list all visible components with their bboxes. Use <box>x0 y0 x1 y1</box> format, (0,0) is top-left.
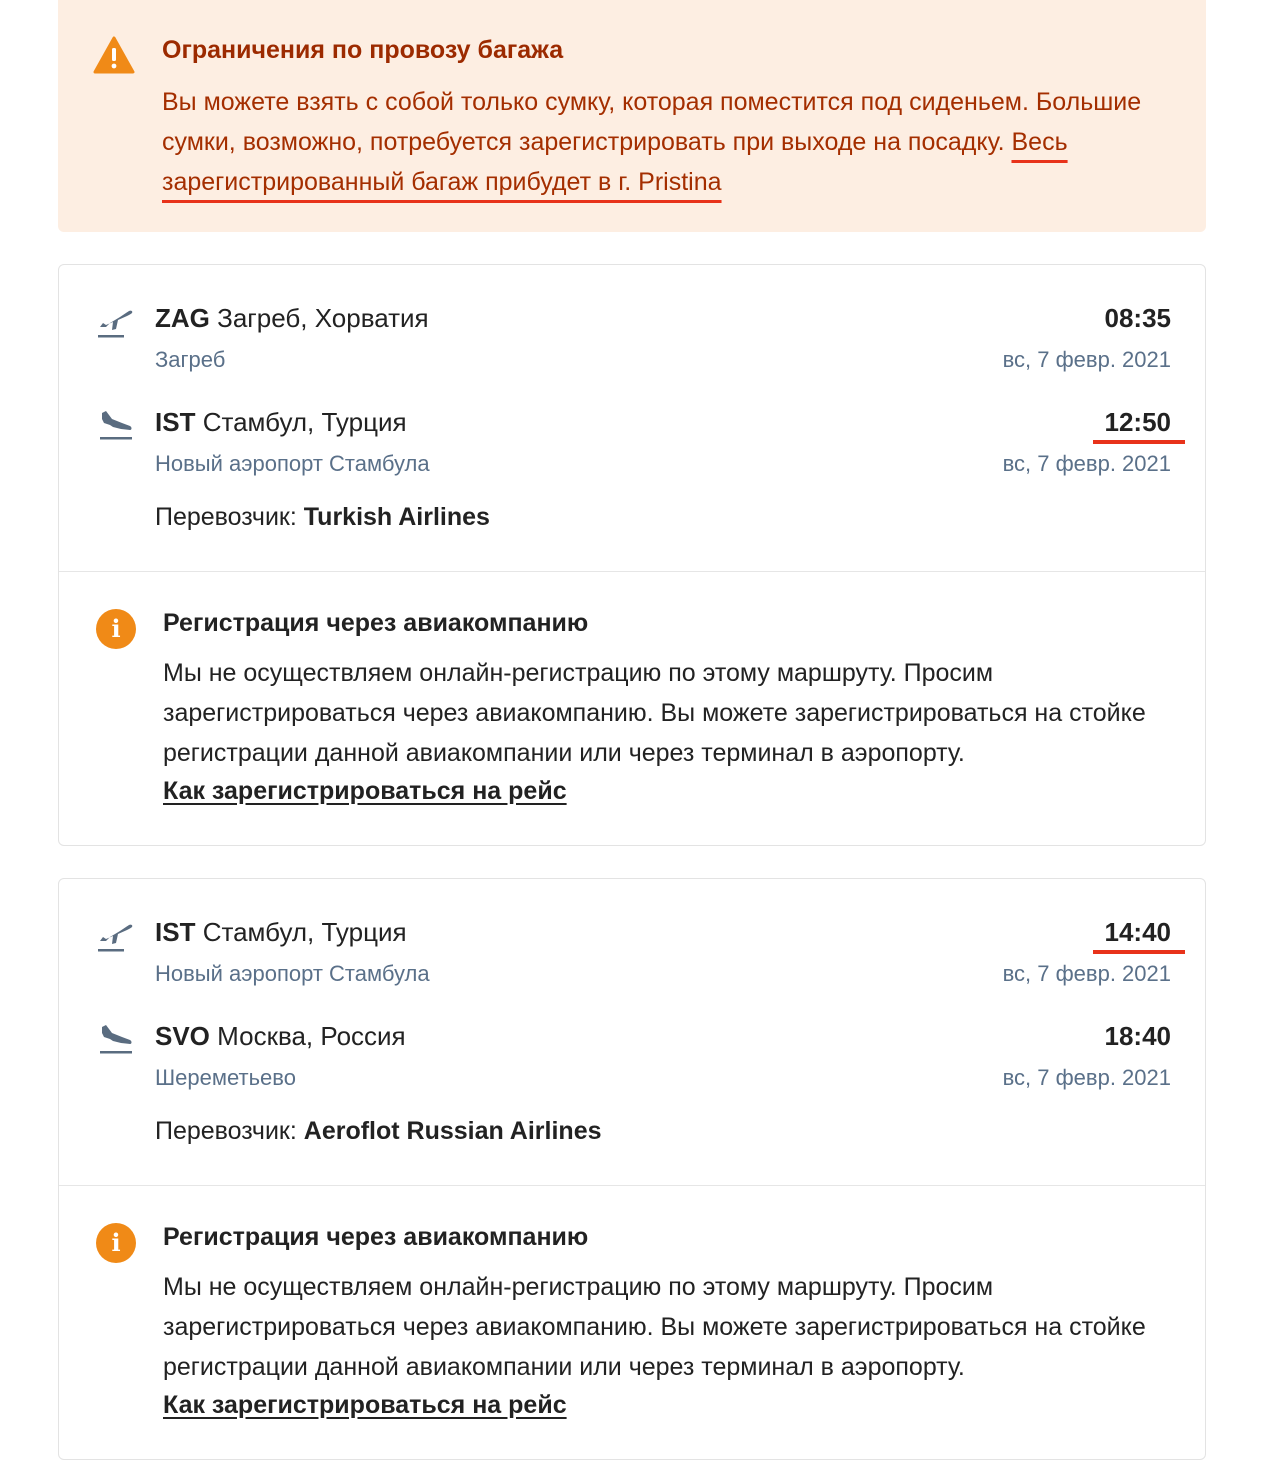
checkin-text: Мы не осуществляем онлайн-регистрацию по этому маршруту. Просим зарегистрироваться через авиакомпанию. Вы можете зарегистрироваться на стойке регистрации данной авиакомпании или через терминал в аэропорту. <box>163 1273 1146 1381</box>
departure-date: вс, 7 февр. 2021 <box>1002 347 1171 372</box>
arrival-city: Стамбул, Турция <box>202 407 407 437</box>
carrier <box>155 1117 602 1146</box>
departure-airport: Загреб <box>155 347 226 372</box>
checkin-help-link[interactable]: Как зарегистрироваться на рейс <box>163 1391 567 1419</box>
baggage-alert <box>58 0 1206 232</box>
arrival-airport: Новый аэропорт Стамбула <box>155 451 430 476</box>
warning-triangle-icon <box>93 36 135 74</box>
departure-code: ZAG <box>155 303 210 333</box>
arrival-airport: Шереметьево <box>155 1065 296 1090</box>
checkin-text: Мы не осуществляем онлайн-регистрацию по этому маршруту. Просим зарегистрироваться через авиакомпанию. Вы можете зарегистрироваться на стойке регистрации данной авиакомпании или через терминал в аэропорту. <box>163 659 1146 767</box>
departure-location <box>155 303 429 334</box>
arrival-date: вс, 7 февр. 2021 <box>1002 451 1171 476</box>
arrival-code: IST <box>155 407 196 437</box>
departure-time: 14:40 <box>1093 917 1186 954</box>
divider <box>59 1185 1205 1186</box>
arrival-code: SVO <box>155 1021 210 1051</box>
arrival-time: 18:40 <box>1104 1021 1171 1051</box>
alert-text <box>162 82 1172 202</box>
arrival-location <box>155 407 407 438</box>
carrier <box>155 503 490 532</box>
info-icon: i <box>96 609 136 649</box>
alert-text-highlight: Весь зарегистрированный багаж прибудет в г. Pristina <box>162 128 1068 196</box>
plane-landing-icon <box>96 405 136 445</box>
plane-takeoff-icon <box>96 915 136 955</box>
departure-city: Стамбул, Турция <box>202 917 407 947</box>
carrier-label: Перевозчик: <box>155 503 297 531</box>
flight-segment-card <box>58 878 1206 1460</box>
arrival-city: Москва, Россия <box>217 1021 406 1051</box>
carrier-name: Turkish Airlines <box>303 503 490 531</box>
carrier-name: Aeroflot Russian Airlines <box>303 1117 602 1145</box>
departure-city: Загреб, Хорватия <box>217 303 429 333</box>
plane-takeoff-icon <box>96 301 136 341</box>
info-icon: i <box>96 1223 136 1263</box>
departure-time: 08:35 <box>1104 303 1171 333</box>
departure-date: вс, 7 февр. 2021 <box>1002 961 1171 986</box>
checkin-help-link[interactable]: Как зарегистрироваться на рейс <box>163 777 567 805</box>
arrival-date: вс, 7 февр. 2021 <box>1002 1065 1171 1090</box>
departure-location <box>155 917 407 948</box>
divider <box>59 571 1205 572</box>
checkin-title: Регистрация через авиакомпанию <box>163 609 589 637</box>
alert-text-main: Вы можете взять с собой только сумку, которая поместится под сиденьем. Большие сумки, возможно, потребуется зарегистрировать при выходе на посадку. <box>162 88 1142 156</box>
alert-title: Ограничения по провозу багажа <box>162 36 564 64</box>
departure-code: IST <box>155 917 196 947</box>
arrival-location <box>155 1021 406 1052</box>
flight-segment-card <box>58 264 1206 846</box>
arrival-time: 12:50 <box>1093 407 1186 444</box>
checkin-title: Регистрация через авиакомпанию <box>163 1223 589 1251</box>
carrier-label: Перевозчик: <box>155 1117 297 1145</box>
departure-airport: Новый аэропорт Стамбула <box>155 961 430 986</box>
plane-landing-icon <box>96 1019 136 1059</box>
